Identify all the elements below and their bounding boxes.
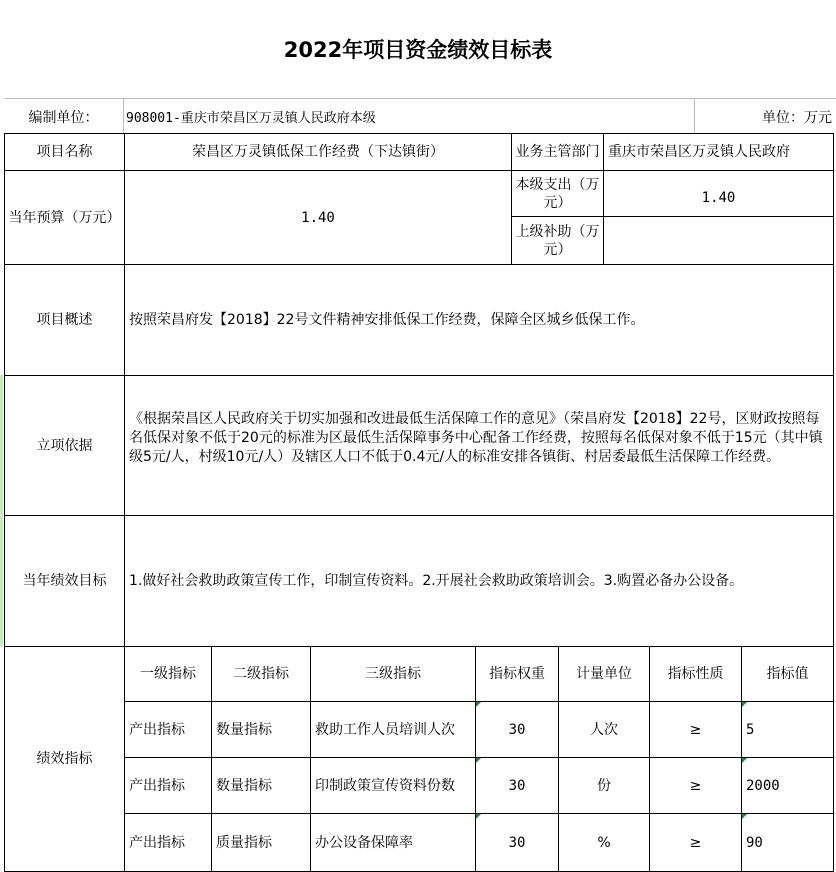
table-cell: 30 (475, 757, 559, 814)
project-name-value: 荣昌区万灵镇低保工作经费（下达镇街） (124, 133, 512, 171)
header-row (4, 98, 836, 133)
goal-text: 1.做好社会救助政策宣传工作，印制宣传资料。2.开展社会救助政策培训会。3.购置必备办公设备。 (124, 515, 834, 647)
table-cell: 产出指标 (124, 757, 212, 814)
dept-value: 重庆市荣昌区万灵镇人民政府 (603, 133, 834, 171)
local-spend-label: 本级支出（万元） (511, 170, 604, 217)
table-cell: 30 (475, 701, 559, 758)
col-header: 指标权重 (475, 646, 559, 702)
table-cell: % (558, 813, 650, 872)
table-cell: 产出指标 (124, 813, 212, 872)
dept-label: 业务主管部门 (511, 133, 604, 171)
table-cell: 数量指标 (211, 757, 311, 814)
col-header: 二级指标 (211, 646, 311, 702)
table-cell: 2000 (741, 757, 834, 814)
table-cell: 5 (741, 701, 834, 758)
local-spend-value: 1.40 (603, 170, 834, 217)
col-header: 指标值 (741, 646, 834, 702)
col-header: 指标性质 (649, 646, 742, 702)
table-cell: 30 (475, 813, 559, 872)
table-cell: 产出指标 (124, 701, 212, 758)
unit-label: 编制单位： (4, 99, 124, 134)
indicators-label: 绩效指标 (4, 646, 125, 872)
overview-label: 项目概述 (4, 264, 125, 376)
unit-value: 908001-重庆市荣昌区万灵镇人民政府本级 (126, 111, 376, 126)
table-cell: 质量指标 (211, 813, 311, 872)
table-cell: 90 (741, 813, 834, 872)
table-cell: 救助工作人员培训人次 (310, 701, 476, 758)
table-cell: 数量指标 (211, 701, 311, 758)
subsidy-label: 上级补助（万元） (511, 216, 604, 265)
table-cell: 人次 (558, 701, 650, 758)
budget-value: 1.40 (124, 170, 512, 265)
table-cell: 份 (558, 757, 650, 814)
col-header: 一级指标 (124, 646, 212, 702)
subsidy-value (603, 216, 834, 265)
row-highlight (0, 375, 3, 515)
page-title: 2022年项目资金绩效目标表 (283, 38, 553, 62)
table-cell: ≥ (649, 701, 742, 758)
budget-label: 当年预算（万元） (4, 170, 125, 265)
table-cell: ≥ (649, 757, 742, 814)
col-header: 三级指标 (310, 646, 476, 702)
table-cell: 办公设备保障率 (310, 813, 476, 872)
col-header: 计量单位 (558, 646, 650, 702)
table-cell: 印制政策宣传资料份数 (310, 757, 476, 814)
project-name-label: 项目名称 (4, 133, 125, 171)
currency-label: 单位：万元 (694, 99, 836, 134)
basis-text: 《根据荣昌区人民政府关于切实加强和改进最低生活保障工作的意见》（荣昌府发【2018】22号，区财政按照每名低保对象不低于20元的标准为区最低生活保障事务中心配备工作经费，按照每名低保对象不低于15元（其中镇级5元/人，村级10元/人）及辖区人口不低于0.4元/人的标准安排各镇街、村居委最低生活保障工作经费。 (124, 375, 834, 516)
row-highlight (0, 516, 3, 646)
overview-text: 按照荣昌府发【2018】22号文件精神安排低保工作经费，保障全区城乡低保工作。 (124, 264, 834, 376)
table-cell: ≥ (649, 813, 742, 872)
goal-label: 当年绩效目标 (4, 515, 125, 647)
basis-label: 立项依据 (4, 375, 125, 516)
